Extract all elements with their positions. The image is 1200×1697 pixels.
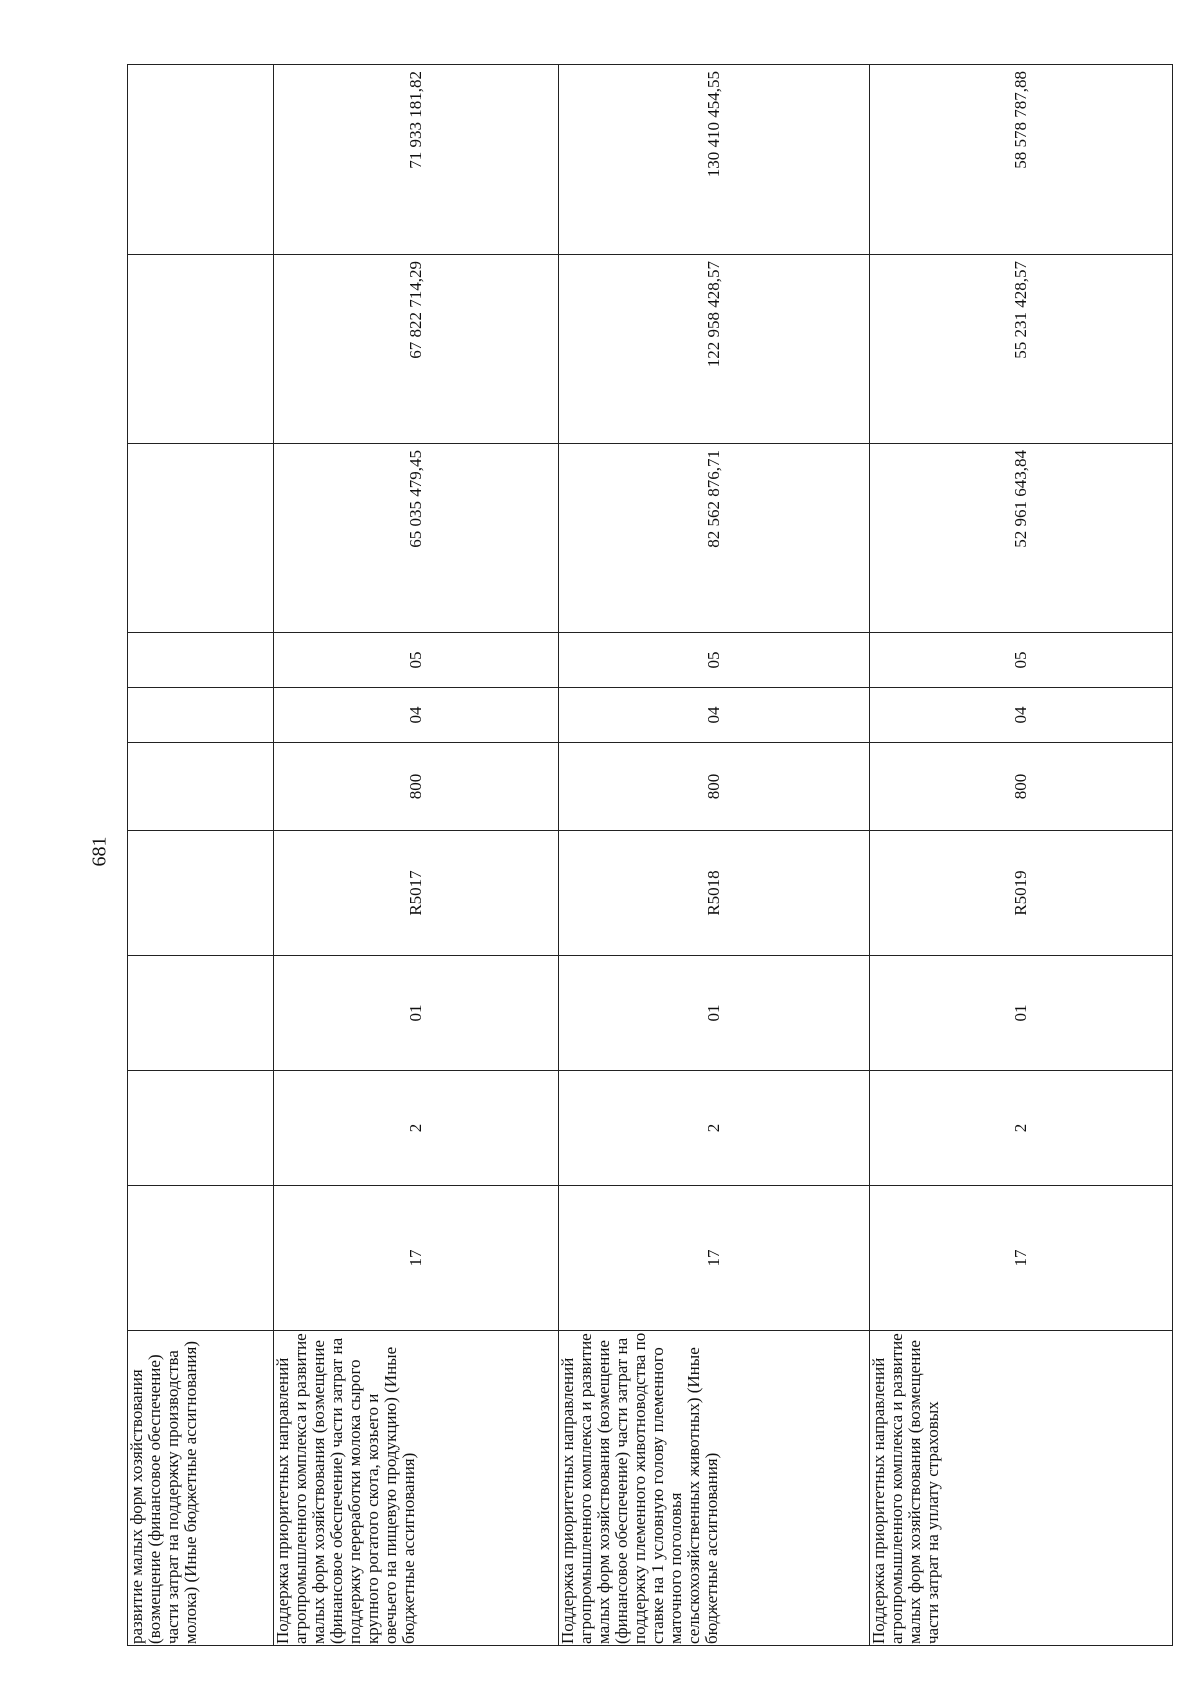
cell-code-1: 17: [870, 1186, 1173, 1331]
cell-sum-2: 122 958 428,57: [559, 255, 870, 444]
cell-sum-1: [128, 444, 274, 633]
cell-sum-3: 58 578 787,88: [870, 65, 1173, 255]
cell-sum-2: [128, 255, 274, 444]
row-description: Поддержка приоритетных направлений агропромышленного комплекса и развитие малых форм хозяйствования (возмещение части затрат на уплату страховых: [870, 1331, 1173, 1646]
cell-code-6: [128, 688, 274, 743]
cell-code-1: 17: [274, 1186, 559, 1331]
cell-code-5: 800: [870, 743, 1173, 831]
cell-code-7: [128, 633, 274, 688]
cell-code-4: R5017: [274, 831, 559, 956]
cell-code-3: 01: [559, 956, 870, 1071]
cell-code-2: 2: [870, 1071, 1173, 1186]
cell-code-1: [128, 1186, 274, 1331]
cell-sum-1: 65 035 479,45: [274, 444, 559, 633]
cell-sum-1: 82 562 876,71: [559, 444, 870, 633]
cell-sum-3: [128, 65, 274, 255]
cell-code-3: 01: [274, 956, 559, 1071]
cell-code-6: 04: [870, 688, 1173, 743]
cell-code-2: 2: [559, 1071, 870, 1186]
rotated-table-container: [127, 65, 1172, 1646]
cell-code-7: 05: [274, 633, 559, 688]
table-row: [559, 65, 870, 1646]
table-row: [128, 65, 274, 1646]
cell-code-4: R5019: [870, 831, 1173, 956]
cell-sum-3: 71 933 181,82: [274, 65, 559, 255]
cell-code-2: [128, 1071, 274, 1186]
cell-code-5: 800: [559, 743, 870, 831]
row-description: Поддержка приоритетных направлений агропромышленного комплекса и развитие малых форм хозяйствования (возмещение (финансовое обеспечение) части затрат на поддержку переработки молока сырого крупного рогатого скота, козьего и овечьего на пищевую продукцию) (Иные бюджетные ассигнования): [274, 1331, 559, 1646]
cell-code-7: 05: [870, 633, 1173, 688]
table-row: [870, 65, 1173, 1646]
cell-code-4: R5018: [559, 831, 870, 956]
cell-code-6: 04: [274, 688, 559, 743]
cell-code-7: 05: [559, 633, 870, 688]
budget-table: [127, 64, 1173, 1646]
cell-sum-3: 130 410 454,55: [559, 65, 870, 255]
cell-code-3: 01: [870, 956, 1173, 1071]
cell-sum-2: 67 822 714,29: [274, 255, 559, 444]
cell-code-1: 17: [559, 1186, 870, 1331]
cell-code-2: 2: [274, 1071, 559, 1186]
page-number: 681: [88, 836, 111, 867]
row-description: Поддержка приоритетных направлений агропромышленного комплекса и развитие малых форм хозяйствования (возмещение (финансовое обеспечение) части затрат на поддержку племенного животноводства по ставке на 1 условную голову племенного маточного поголовья сельскохозяйственных животных) (Иные бюджетные ассигнования): [559, 1331, 870, 1646]
cell-code-3: [128, 956, 274, 1071]
cell-code-6: 04: [559, 688, 870, 743]
table-row: [274, 65, 559, 1646]
cell-code-5: [128, 743, 274, 831]
cell-sum-1: 52 961 643,84: [870, 444, 1173, 633]
row-description: развитие малых форм хозяйствования (возмещение (финансовое обеспечение) части затрат на поддержку производства молока) (Иные бюджетные ассигнования): [128, 1331, 274, 1646]
cell-code-5: 800: [274, 743, 559, 831]
cell-code-4: [128, 831, 274, 956]
cell-sum-2: 55 231 428,57: [870, 255, 1173, 444]
